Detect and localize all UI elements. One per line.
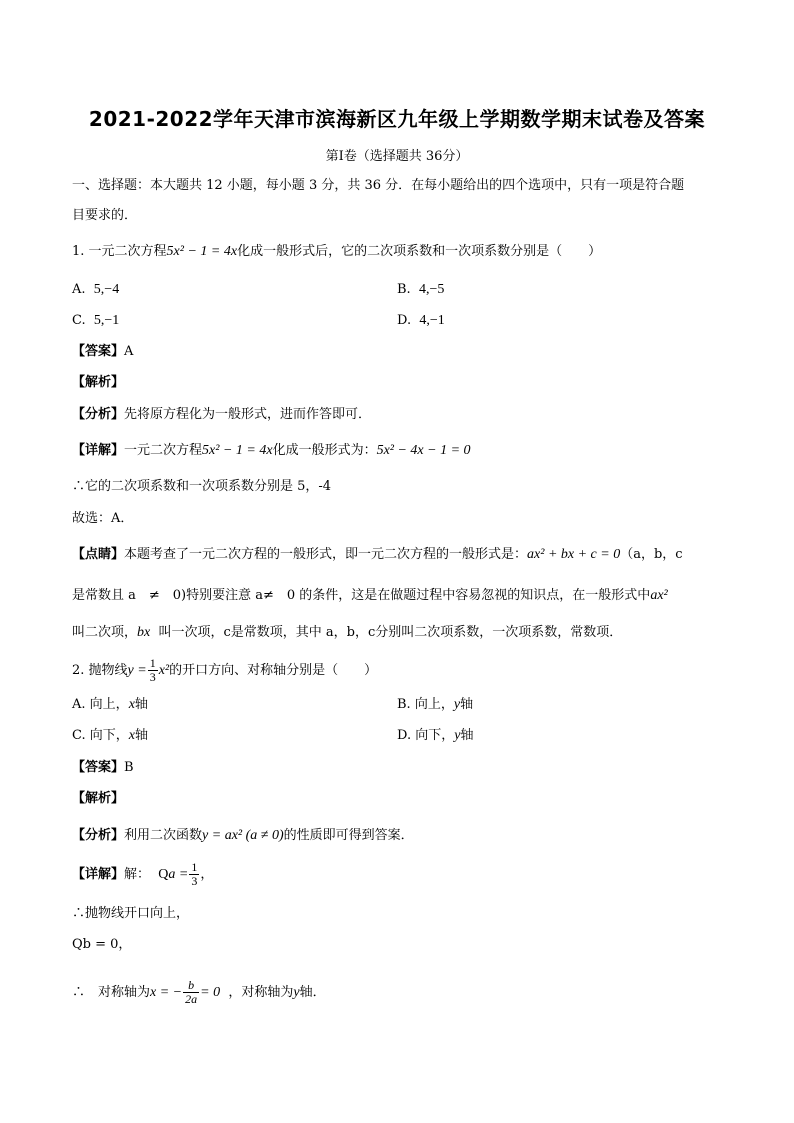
q1-detail-line2: ∴它的二次项系数和一次项系数分别是 5，-4 [72,479,332,494]
q2-detail-fraction-den: 3 [191,874,198,888]
q2-option-c-text: 向下， [89,728,129,743]
q2-option-b-letter: B. [397,697,411,712]
q2-opens-up: ∴抛物线开口向上， [72,906,190,921]
q1-option-d-value: 4,−1 [419,313,445,328]
question-2-func-tail: x² [158,663,170,678]
q1-fenxi [72,406,371,424]
q1-analysis-heading [72,374,124,392]
question-1-prefix: 1. 一元二次方程 [72,244,167,259]
q1-detail-equation: 5x² − 1 = 4x [202,443,273,458]
question-2-prefix: 2. 抛物线 [72,663,128,678]
q2-option-c-axis: x [128,728,135,743]
q2-fenxi-post: 的性质即可得到答案． [283,828,414,843]
q2-detail [72,861,213,889]
question-2-func-lhs: y = [127,663,147,678]
question-1-equation: 5x² − 1 = 4x [166,244,238,259]
q1-detail [72,442,471,460]
q1-option-b-letter: B. [397,282,411,297]
q1-dianjing-bx: bx [137,625,151,640]
q2-detail-fraction-num: 1 [191,860,198,874]
q2-option-b-text: 向上， [414,697,454,712]
q2-axis-end: 轴． [299,985,326,1000]
q2-axis-fraction-num: b [183,979,199,993]
q2-axis-fraction [183,979,199,1006]
question-2-fraction [148,657,158,684]
q1-option-a-value: 5,−4 [93,282,120,297]
q1-detail-label: 【详解】 [72,443,125,458]
q2-option-d-text: 向下， [415,728,455,743]
q2-axis-fraction-den: 2a [185,992,198,1006]
q2-answer-label: 【答案】 [72,760,125,775]
q2-option-d-end: 轴 [460,728,474,743]
q2-detail-label: 【详解】 [72,867,125,882]
q2-option-a-letter: A. [72,697,86,712]
page-subtitle: 第Ⅰ卷（选择题共 36分） [325,149,469,164]
q2-option-c-letter: C. [72,728,86,743]
q1-option-a [72,281,119,299]
q1-option-c-letter: C. [72,313,86,328]
q2-detail-fraction [189,861,199,888]
q1-answer [72,343,133,361]
q2-fenxi-pre: 利用二次函数 [124,828,203,843]
q2-axis-pre: ∴ 对称轴为 [72,985,151,1000]
q2-option-d [397,727,473,745]
q2-option-a-text: 向上， [89,697,129,712]
q2-option-d-letter: D. [397,728,412,743]
q1-dianjing-label: 【点睛】 [72,547,125,562]
q1-dianjing-line3 [72,624,622,642]
q2-axis-eq: = 0 [200,985,221,1000]
q1-option-a-letter: A. [72,282,86,297]
q1-detail-mid: 化成一般形式为： [272,443,377,458]
q1-general-form: 5x² − 4x − 1 = 0 [376,443,471,458]
q2-option-a-end: 轴 [134,697,148,712]
question-1-suffix: 化成一般形式后，它的二次项系数和一次项系数分别是（ ） [237,244,602,259]
q2-answer [72,759,134,777]
q1-detail-pre: 一元二次方程 [124,443,203,458]
q1-dianjing-text3-pre: 叫二次项， [72,625,138,640]
page-title: 2021-2022学年天津市滨海新区九年级上学期数学期末试卷及答案 [88,107,706,131]
q1-answer-value: A [124,344,134,359]
question-2-suffix: 的开口方向、对称轴分别是（ ） [169,663,378,678]
q1-option-c [72,312,119,330]
q2-option-a [72,696,148,714]
q2-option-a-axis: x [128,697,135,712]
q1-option-b-value: 4,−5 [418,282,445,297]
question-2-stem [72,657,377,685]
q2-detail-comma: ， [200,867,214,882]
q1-dianjing-ax2: ax² [650,588,668,603]
q2-fenxi-func: y = ax² (a ≠ 0) [202,828,284,843]
q2-option-c [72,727,148,745]
q2-option-b-end: 轴 [460,697,474,712]
q2-analysis-heading [72,790,124,808]
q2-axis-y: y [293,985,300,1000]
q1-dianjing-line1 [72,546,683,564]
q1-option-d-letter: D. [397,313,412,328]
section-instruction-line1: 一、选择题：本大题共 12 小题，每小题 3 分，共 36 分．在每小题给出的四个选项中，只有一项是符合题 [72,178,685,193]
q2-detail-a: a = [168,867,189,882]
q2-detail-q: Q [158,867,169,882]
question-2-fraction-num: 1 [149,656,156,670]
q1-answer-label: 【答案】 [72,344,125,359]
q1-standard-form: ax² + bx + c = 0 [527,547,621,562]
section-instruction-line2: 目要求的． [72,208,138,223]
q1-dianjing-line2 [72,587,668,605]
q2-axis-x: x = − [150,985,183,1000]
q2-detail-pre: 解： [124,867,151,882]
q2-answer-value: B [124,760,134,775]
q1-dianjing-text1: 本题考查了一元二次方程的一般形式，即一元二次方程的一般形式是： [124,547,528,562]
q1-fenxi-label: 【分析】 [72,407,125,422]
q2-option-c-end: 轴 [135,728,149,743]
q1-analysis-label: 【解析】 [72,375,125,390]
q1-option-b [397,281,444,299]
q1-option-c-value: 5,−1 [93,313,120,328]
q2-b-zero: Qb = 0， [72,937,132,952]
q2-axis-of-symmetry [72,978,326,1008]
q2-analysis-label: 【解析】 [72,791,125,806]
q1-dianjing-text2: 是常数且 a ≠ 0)特别要注意 a≠ 0 的条件，这是在做题过程中容易忽视的知识点，在一般形式中 [72,588,651,603]
q1-dianjing-text3: 叫一次项，c是常数项，其中 a，b，c分别叫二次项系数，一次项系数，常数项． [158,625,623,640]
q2-option-b-axis: y [453,697,461,712]
q1-dianjing-text1-tail: （a，b，c [620,547,683,562]
q2-option-d-axis: y [454,728,461,743]
q2-fenxi-label: 【分析】 [72,828,125,843]
q1-option-d [397,312,445,330]
q1-fenxi-text: 先将原方程化为一般形式，进而作答即可． [124,407,372,422]
question-2-fraction-den: 3 [149,670,156,684]
question-1-stem [72,243,601,261]
q1-choose: 故选：A． [72,511,134,526]
q2-fenxi [72,827,414,845]
q2-option-b [397,696,473,714]
q2-axis-post: ，对称轴为 [228,985,294,1000]
